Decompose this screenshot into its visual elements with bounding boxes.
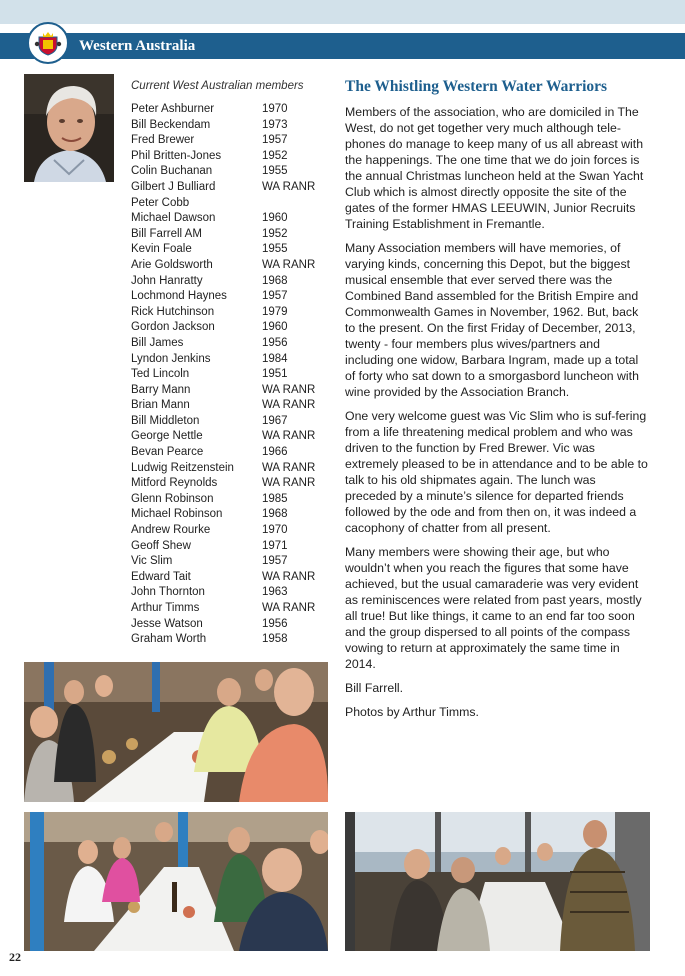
member-name: Rick Hutchinson [131,305,215,318]
member-row [131,197,331,213]
member-year: 1979 [262,305,288,318]
photo-credit: Photos by Arthur Timms. [345,705,479,719]
member-name: Vic Slim [131,555,173,568]
article [345,78,650,728]
member-row [131,275,331,291]
member-name: Graham Worth [131,633,207,646]
member-row [131,165,331,181]
section-title: Western Australia [79,38,196,54]
member-row [131,384,331,400]
member-year: 1951 [262,368,288,381]
member-row [131,493,331,509]
member-row [131,212,331,228]
member-name: Peter Ashburner [131,103,215,115]
member-name: Bill Beckendam [131,118,211,131]
member-year: WA RANR [262,570,316,583]
member-name: Ted Lincoln [131,368,190,381]
coat-of-arms-icon [27,22,69,64]
member-name: Bill Farrell AM [131,227,202,240]
member-row [131,150,331,166]
member-name: Bevan Pearce [131,446,204,459]
member-name: Michael Robinson [131,508,223,521]
member-name: Bill Middleton [131,414,200,427]
member-year: 1971 [262,539,288,552]
member-row [131,508,331,524]
member-row [131,633,331,649]
member-year: 1956 [262,336,288,349]
member-row [131,134,331,150]
member-row [131,586,331,602]
top-band [0,0,685,24]
page-number: 22 [9,950,21,964]
member-name: Jesse Watson [131,617,203,630]
member-name: Barry Mann [131,383,191,396]
member-name: Brian Mann [131,399,190,412]
article-signature: Bill Farrell. [345,681,404,695]
member-year: WA RANR [262,461,316,474]
member-name: Geoff Shew [131,539,191,552]
member-row [131,353,331,369]
member-name: Michael Dawson [131,212,216,225]
member-year: 1970 [262,103,288,115]
member-year: 1968 [262,274,288,287]
member-name: John Hanratty [131,274,203,287]
member-year: 1966 [262,446,288,459]
member-row [131,415,331,431]
member-year: 1957 [262,290,288,303]
member-name: Colin Buchanan [131,165,213,178]
member-row [131,259,331,275]
member-row [131,602,331,618]
member-year: 1956 [262,617,288,630]
luncheon-photo-3 [345,812,650,951]
member-name: George Nettle [131,430,203,443]
member-name: Gordon Jackson [131,321,215,334]
member-year: 1970 [262,524,288,537]
member-row [131,228,331,244]
article-paragraph: One very welcome guest was Vic Slim who is suf-fering from a life threatening medical problem and who was driven to the function by Fred Brewer. Vic was extremely pleased to be in attendance and to be able to talk to his old shipmates again. The lunch was preceded by a minute’s silence for departed friends followed by the ode and from then on, it was indeed a cacophony of chatter from all present. [345,409,648,535]
member-year: 1955 [262,243,288,256]
member-row [131,368,331,384]
member-row [131,119,331,135]
member-row [131,337,331,353]
member-year: 1960 [262,321,288,334]
member-name: Ludwig Reitzenstein [131,461,234,474]
article-paragraph: Many members were showing their age, but who wouldn’t when you reach the figures that some have achieved, but the usual camaraderie was very evident as reminiscences were related from past years, mostly all true! But like things, it came to an end far too soon and the group dispersed to all points of the compass vowing to return at approximately the same time in 2014. [345,545,642,671]
members-list [131,103,331,649]
member-name: Lochmond Haynes [131,290,227,303]
member-name: Lyndon Jenkins [131,352,211,365]
member-name: Fred Brewer [131,134,195,147]
member-row [131,446,331,462]
member-row [131,399,331,415]
member-year: WA RANR [262,477,316,490]
member-row [131,321,331,337]
members-heading: Current West Australian members [131,80,304,92]
member-name: Andrew Rourke [131,524,211,537]
member-year: 1963 [262,586,288,599]
member-row [131,540,331,556]
member-year: 1957 [262,555,288,568]
member-year: 1968 [262,508,288,521]
member-row [131,306,331,322]
member-year: 1955 [262,165,288,178]
member-year: WA RANR [262,383,316,396]
member-row [131,618,331,634]
member-row [131,181,331,197]
member-row [131,524,331,540]
member-row [131,477,331,493]
member-name: Arie Goldsworth [131,258,213,271]
portrait-photo [24,74,114,182]
member-name: Arthur Timms [131,602,200,614]
member-name: Mitford Reynolds [131,477,218,490]
member-name: Bill James [131,336,184,349]
member-row [131,571,331,587]
article-paragraph: Many Association members will have memories, of varying kinds, concerning this Depot, but the biggest musical ensemble that ever served there was the Combined Band assembled for the British Empire and Commonwealth Games in November, 1962. But, back to the present. On the first Friday of December, 2013, twenty - four members plus wives/partners and including one widow, Barbara Ingram, made up a total of forty who sat down to a smorgasbord luncheon with wine provided by the Association Branch. [345,241,639,399]
member-name: Peter Cobb [131,196,190,209]
member-row [131,430,331,446]
member-name: Gilbert J Bulliard [131,180,216,193]
member-year: 1985 [262,492,288,505]
luncheon-photo-1 [24,662,328,802]
member-row [131,243,331,259]
article-title: The Whistling Western Water Warriors [345,78,608,95]
member-year: 1957 [262,134,288,147]
member-year: WA RANR [262,258,316,271]
member-row [131,555,331,571]
member-year: 1967 [262,414,288,427]
member-row [131,103,331,119]
member-year: WA RANR [262,430,316,443]
luncheon-photo-2 [24,812,328,951]
member-year: 1952 [262,149,288,162]
article-paragraph: Members of the association, who are domiciled in The West, do not get together very much although tele-phones do manage to keep many of us all abreast with the happenings. The one time that we do join forces is the annual Christmas luncheon held at the Swan Yacht Club which is almost directly opposite the site of the gates of the former HMAS LEEUWIN, Junior Recruits Training Establishment in Fremantle. [345,105,644,231]
member-year: WA RANR [262,602,316,614]
member-name: Phil Britten-Jones [131,149,222,162]
member-year: 1960 [262,212,288,225]
member-year: 1973 [262,118,288,131]
member-name: Kevin Foale [131,243,192,256]
member-name: Edward Tait [131,570,191,583]
member-year: WA RANR [262,180,316,193]
member-year: 1952 [262,227,288,240]
member-year: 1958 [262,633,288,646]
member-row [131,290,331,306]
member-row [131,462,331,478]
member-year: 1984 [262,352,288,365]
member-year: WA RANR [262,399,316,412]
member-name: John Thornton [131,586,205,599]
member-name: Glenn Robinson [131,492,214,505]
